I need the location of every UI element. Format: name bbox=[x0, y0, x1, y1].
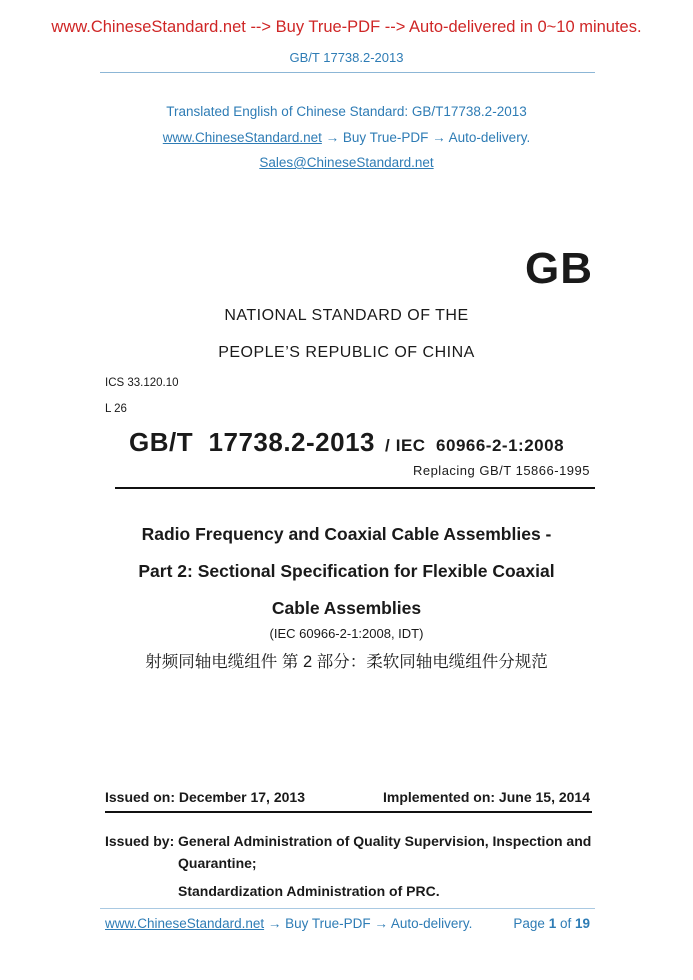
page-current: 1 bbox=[548, 916, 557, 931]
issuer-org-line2: Quarantine; bbox=[178, 855, 257, 871]
standard-code-row bbox=[0, 427, 693, 458]
title-top-rule bbox=[115, 487, 595, 489]
sales-email-link[interactable]: Sales@ChineseStandard.net bbox=[259, 155, 434, 170]
footer-divider-line bbox=[100, 908, 595, 909]
top-banner-text: www.ChineseStandard.net --> Buy True-PDF --> Auto-delivered in 0~10 minutes. bbox=[51, 18, 642, 36]
page-label: Page bbox=[513, 916, 549, 931]
translated-note: Translated English of Chinese Standard: GB/T17738.2-2013 bbox=[166, 104, 527, 119]
email-line bbox=[0, 155, 693, 170]
site-buy-line bbox=[0, 130, 693, 145]
issued-on-date: Issued on: December 17, 2013 bbox=[105, 789, 305, 805]
page-total: 19 bbox=[574, 916, 590, 931]
site-line-rest: → Buy True-PDF → Auto-delivery. bbox=[321, 130, 531, 145]
idt-note: (IEC 60966-2-1:2008, IDT) bbox=[269, 626, 424, 641]
dates-divider-rule bbox=[105, 811, 592, 813]
national-standard-line2: PEOPLE’S REPUBLIC OF CHINA bbox=[218, 344, 475, 361]
national-standard-line1: NATIONAL STANDARD OF THE bbox=[224, 307, 469, 324]
issued-by-label: Issued by: bbox=[105, 833, 175, 849]
replacing-note: Replacing GB/T 15866-1995 bbox=[412, 463, 590, 478]
footer-rest: → Buy True-PDF → Auto-delivery. bbox=[264, 916, 473, 931]
l-classification: L 26 bbox=[105, 403, 127, 415]
footer-site-link[interactable]: www.ChineseStandard.net bbox=[105, 916, 265, 931]
issuer-org-line3: Standardization Administration of PRC. bbox=[178, 883, 440, 899]
issuer-org-line1: General Administration of Quality Supervision, Inspection and bbox=[178, 833, 592, 849]
doc-reference: GB/T 17738.2-2013 bbox=[289, 50, 404, 65]
standard-code-iec: IEC 60966-2-1:2008 bbox=[395, 436, 565, 455]
dates-row bbox=[105, 789, 590, 805]
chinese-title: 射频同轴电缆组件 第 2 部分：柔软同轴电缆组件分规范 bbox=[145, 653, 548, 671]
footer-left bbox=[105, 916, 472, 931]
title-line-1: Radio Frequency and Coaxial Cable Assemblies - bbox=[141, 524, 552, 544]
page-indicator bbox=[513, 916, 590, 931]
standard-code-gbt: GB/T 17738.2-2013 bbox=[128, 427, 376, 457]
site-link[interactable]: www.ChineseStandard.net bbox=[162, 130, 322, 145]
implemented-on-date: Implemented on: June 15, 2014 bbox=[383, 789, 590, 805]
gb-logo: GB bbox=[525, 244, 593, 293]
header-divider-line bbox=[100, 72, 595, 73]
ics-code: ICS 33.120.10 bbox=[105, 377, 179, 389]
footer-row bbox=[105, 916, 590, 931]
title-line-3: Cable Assemblies bbox=[271, 598, 422, 618]
standard-code-separator: / bbox=[385, 436, 390, 455]
issuer-block bbox=[105, 830, 598, 902]
title-line-2: Part 2: Sectional Specification for Flexible Coaxial bbox=[138, 561, 555, 581]
issuer-first-row bbox=[105, 830, 598, 852]
page-of-label: of bbox=[556, 916, 575, 931]
